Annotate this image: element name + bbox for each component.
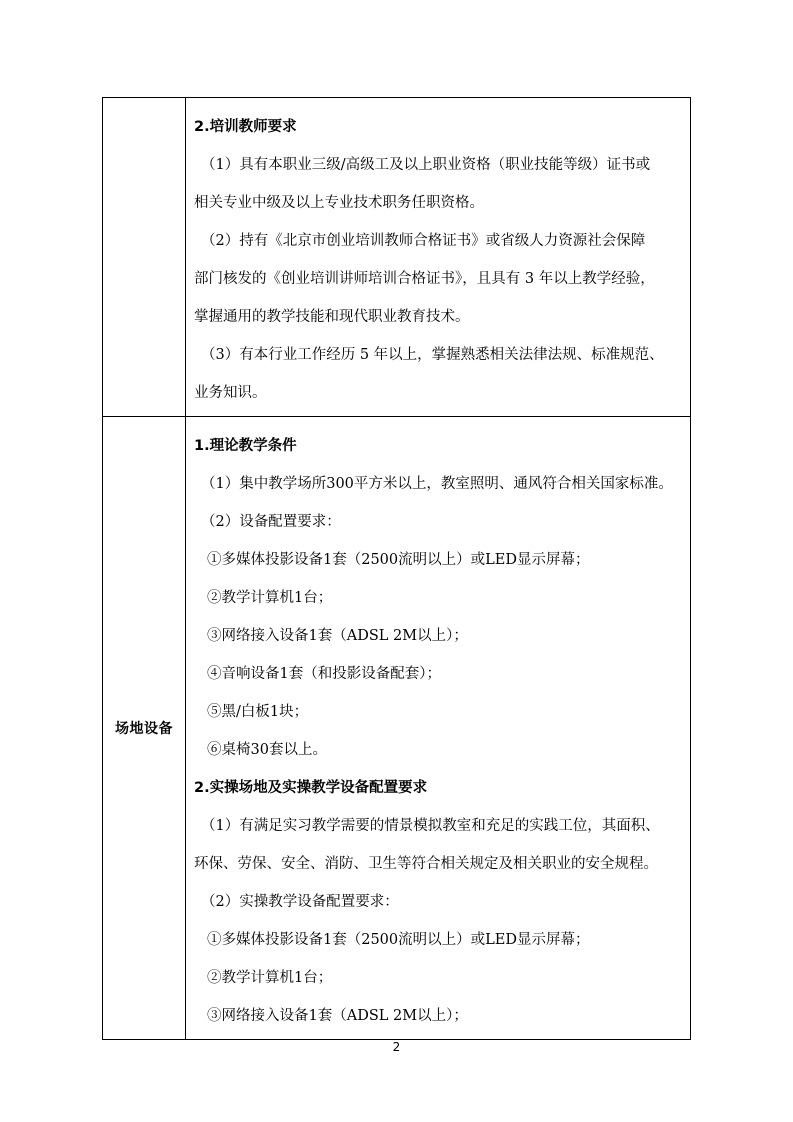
text-line: ①多媒体投影设备1套（2500流明以上）或LED显示屏幕； [207, 552, 590, 568]
row-label-cell [103, 98, 186, 417]
text-line: ②教学计算机1台； [207, 970, 333, 986]
text-line: 部门核发的《创业培训讲师培训合格证书》，且具有 3 年以上教学经验， [194, 271, 655, 287]
text-line: （2）设备配置要求： [201, 514, 341, 530]
text-line: ⑥桌椅30套以上。 [207, 742, 327, 758]
text-line: ③网络接入设备1套（ADSL 2M以上）； [207, 1008, 468, 1024]
text-line: （1）有满足实习教学需要的情景模拟教室和充足的实践工位，其面积、 [201, 818, 660, 834]
text-line: 相关专业中级及以上专业技术职务任职资格。 [194, 195, 484, 211]
text-line: （1）具有本职业三级/高级工及以上职业资格（职业技能等级）证书或 [201, 157, 651, 173]
table-row-venue-equipment [103, 417, 691, 1040]
text-line: （2）实操教学设备配置要求： [201, 894, 399, 910]
row-label-cell [103, 417, 186, 1040]
teacher-requirements-content [186, 98, 690, 416]
text-line: ④音响设备1套（和投影设备配套）； [207, 666, 441, 682]
text-line: 环保、劳保、安全、消防、卫生等符合相关规定及相关职业的安全规程。 [194, 856, 658, 872]
text-line: （2）持有《北京市创业培训教师合格证书》或省级人力资源社会保障 [201, 233, 646, 249]
page-number: 2 [392, 1040, 401, 1054]
text-line: ①多媒体投影设备1套（2500流明以上）或LED显示屏幕； [207, 932, 590, 948]
section-heading: 2.培训教师要求 [194, 119, 297, 135]
venue-equipment-content [186, 417, 690, 1039]
row-label-venue-equipment: 场地设备 [115, 721, 173, 737]
text-line: 掌握通用的教学技能和现代职业教育技术。 [194, 309, 470, 325]
requirements-table [102, 97, 691, 1040]
text-line: （3）有本行业工作经历 5 年以上，掌握熟悉相关法律法规、标准规范、 [201, 347, 664, 363]
text-line: ⑤黑/白板1块； [207, 704, 309, 720]
section-heading: 1.理论教学条件 [194, 438, 297, 454]
text-line: （1）集中教学场所300平方米以上，教室照明、通风符合相关国家标准。 [201, 476, 673, 492]
section-heading: 2.实操场地及实操教学设备配置要求 [194, 780, 428, 796]
table-row-teacher-requirements [103, 98, 691, 417]
row-content-cell [186, 98, 691, 417]
text-line: ②教学计算机1台； [207, 590, 333, 606]
text-line: 业务知识。 [194, 385, 267, 401]
row-content-cell [186, 417, 691, 1040]
text-line: ③网络接入设备1套（ADSL 2M以上）； [207, 628, 468, 644]
